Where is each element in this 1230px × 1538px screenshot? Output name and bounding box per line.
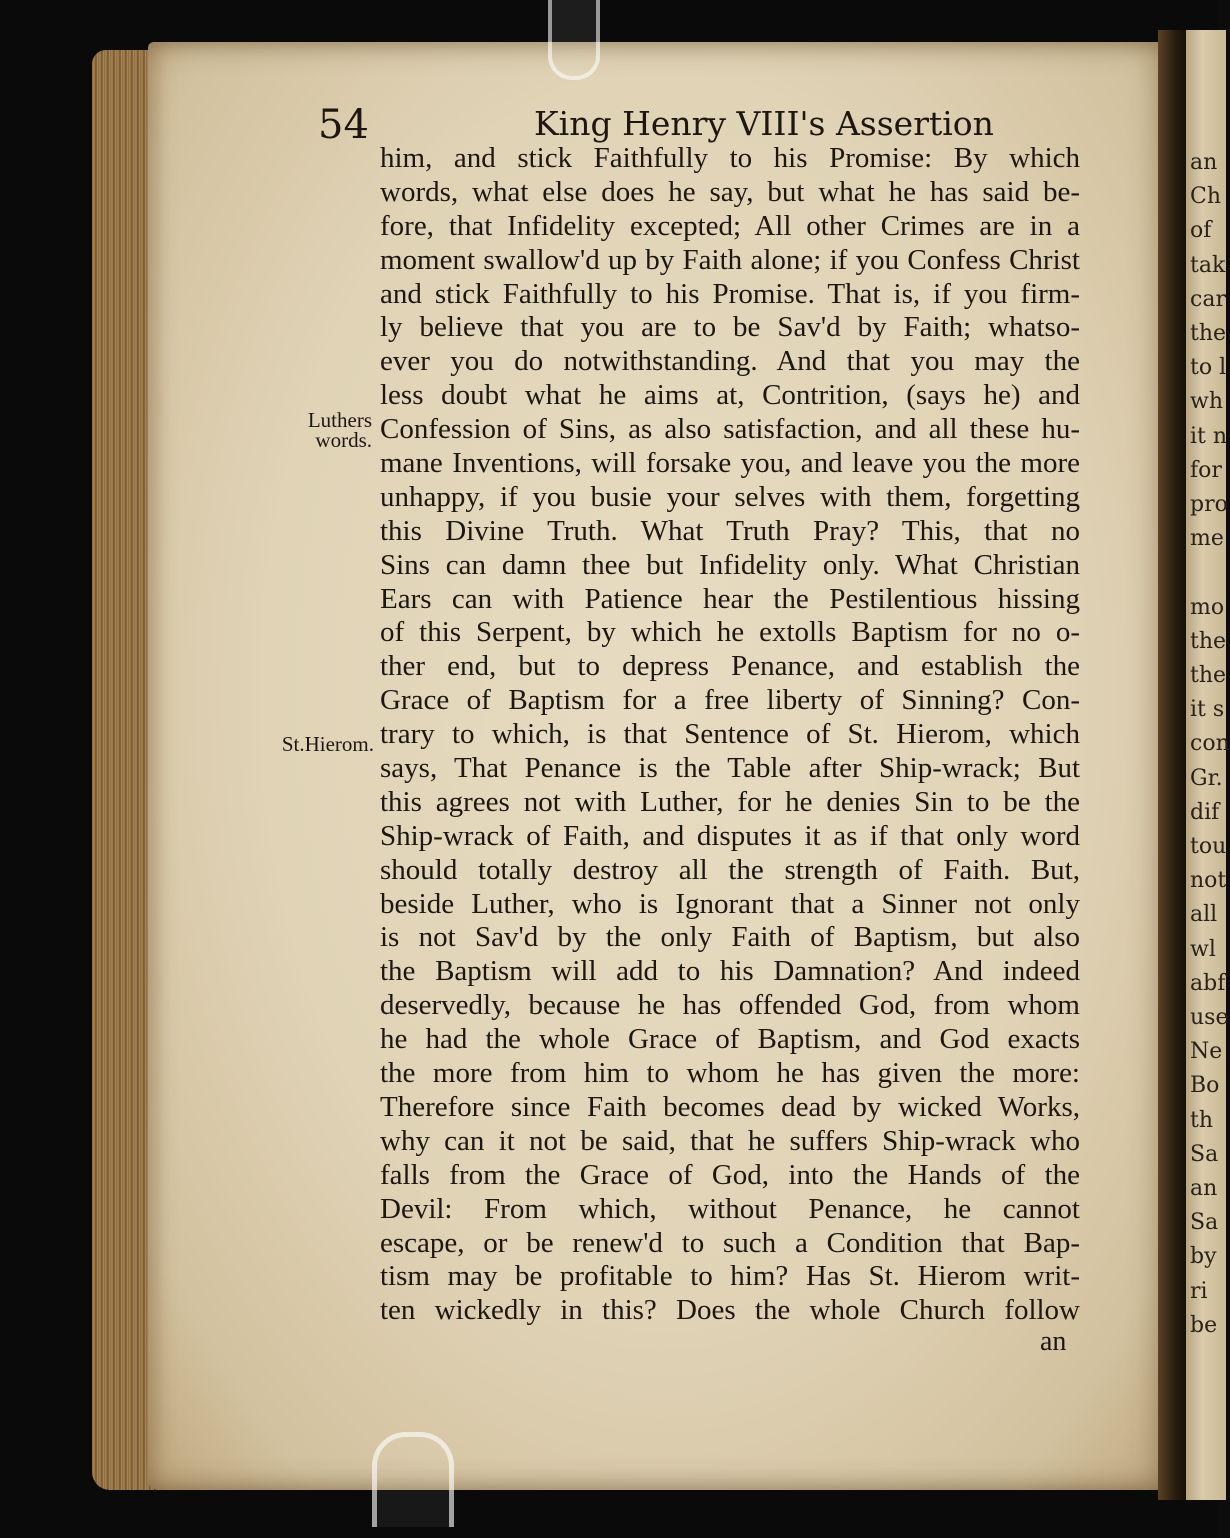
text-line: falls from the Grace of God, into the Hands of the (380, 1158, 1080, 1191)
facing-page-fragment: all (1190, 902, 1218, 928)
facing-page-fragment: wh (1190, 389, 1223, 415)
text-line: beside Luther, who is Ignorant that a Sinner not only (380, 887, 1080, 920)
text-line: escape, or be renew'd to such a Condition that Bap- (380, 1226, 1080, 1259)
facing-page-fragment: Gr. (1190, 765, 1223, 791)
text-line: this agrees not with Luther, for he denies Sin to be the (380, 785, 1080, 818)
facing-page-fragment: an (1190, 150, 1218, 175)
text-line: and stick Faithfully to his Promise. That is, if you firm- (380, 277, 1080, 310)
text-line: unhappy, if you busie your selves with them, forgetting (380, 480, 1080, 513)
text-line: words, what else does he say, but what he has said be- (380, 175, 1080, 208)
text-line: moment swallow'd up by Faith alone; if you Confess Christ (380, 243, 1080, 276)
facing-page-fragment: by (1190, 1244, 1217, 1270)
facing-page-fragment: mo (1190, 594, 1225, 620)
book-fore-edge (92, 50, 154, 1490)
facing-page-fragment: to l (1190, 355, 1227, 381)
text-line: less doubt what he aims at, Contrition, (says he) and (380, 379, 1080, 412)
text-line: the Baptism will add to his Damnation? And indeed (380, 955, 1080, 988)
page-clip-top (548, 0, 600, 80)
page-number: 54 (318, 102, 369, 148)
text-line: mane Inventions, will forsake you, and leave you the more (380, 447, 1080, 480)
facing-page-fragment: dif (1190, 799, 1220, 825)
text-line: fore, that Infidelity excepted; All other Crimes are in a (380, 209, 1080, 242)
facing-page-fragment: ri (1190, 1278, 1208, 1304)
facing-page-fragment: Ch (1190, 184, 1222, 210)
facing-page-fragment: it n (1190, 423, 1228, 449)
text-line: ther end, but to depress Penance, and establish the (380, 650, 1080, 683)
facing-page-fragment: Sa (1190, 1210, 1219, 1236)
text-line: deservedly, because he has offended God, from whom (380, 989, 1080, 1022)
facing-page-fragment: tak (1190, 252, 1226, 278)
facing-page-edge (1186, 30, 1230, 1500)
facing-page-fragment: the (1190, 663, 1227, 688)
text-line: of this Serpent, by which he extolls Baptism for no o- (380, 616, 1080, 649)
text-line: Ears can with Patience hear the Pestilentious hissing (380, 582, 1080, 615)
text-line: Sins can damn thee but Infidelity only. What Christian (380, 548, 1080, 581)
facing-page-fragment: Ne (1190, 1039, 1223, 1065)
text-line: tism may be profitable to him? Has St. Hierom writ- (380, 1260, 1080, 1293)
facing-page-fragment: car (1190, 286, 1226, 312)
margin-note-luthers-words: Luthers words. (307, 408, 372, 452)
facing-page-fragment: an (1190, 1176, 1218, 1201)
facing-page-fragment: wl (1190, 936, 1216, 962)
text-line: him, and stick Faithfully to his Promise: By which (380, 142, 1080, 174)
facing-page-fragment: the (1190, 321, 1227, 346)
text-line: he had the whole Grace of Baptism, and God exacts (380, 1023, 1080, 1056)
text-line: Grace of Baptism for a free liberty of Sinning? Con- (380, 684, 1080, 717)
facing-page-fragment: tou (1190, 834, 1227, 859)
facing-page-fragment: con (1190, 731, 1230, 757)
margin-note-st-hierom: St.Hierom. (281, 732, 374, 756)
facing-page-fragment: pro (1190, 492, 1228, 517)
facing-page-fragment: for (1190, 457, 1222, 483)
facing-page-fragment: th (1190, 1107, 1214, 1133)
text-line: the more from him to whom he has given the more: (380, 1057, 1080, 1090)
facing-page-fragment: of (1190, 218, 1212, 244)
text-line: should totally destroy all the strength of Faith. But, (380, 853, 1080, 886)
facing-page-fragment: me (1190, 526, 1224, 552)
text-line: Devil: From which, without Penance, he cannot (380, 1192, 1080, 1225)
facing-page-fragment: the (1190, 628, 1227, 654)
text-line: is not Sav'd by the only Faith of Baptism, but also (380, 921, 1080, 954)
text-line: Therefore since Faith becomes dead by wicked Works, (380, 1090, 1080, 1123)
text-line: ever you do notwithstanding. And that you may the (380, 345, 1080, 378)
text-line: this Divine Truth. What Truth Pray? This, that no (380, 514, 1080, 547)
body-text (380, 142, 1080, 1328)
facing-page-fragment: it s (1190, 697, 1225, 723)
facing-page-fragment: be (1190, 1312, 1218, 1338)
facing-page-fragment: not (1190, 868, 1227, 894)
catchword: an (1040, 1326, 1067, 1357)
text-line: why can it not be said, that he suffers Ship-wrack who (380, 1124, 1080, 1157)
facing-page-fragment: Bo (1190, 1073, 1220, 1099)
running-head: King Henry VIII's Assertion (534, 104, 994, 143)
page-clip-bottom (372, 1432, 454, 1527)
facing-page-fragment: use (1190, 1005, 1229, 1030)
facing-page-fragment: Sa (1190, 1141, 1219, 1167)
text-line: Ship-wrack of Faith, and disputes it as if that only word (380, 819, 1080, 852)
text-line: says, That Penance is the Table after Ship-wrack; But (380, 752, 1080, 785)
facing-page-fragment: abf (1190, 970, 1226, 996)
text-line: ten wickedly in this? Does the whole Church follow (380, 1294, 1080, 1327)
book-gutter (1158, 30, 1186, 1500)
text-line: Confession of Sins, as also satisfaction, and all these hu- (380, 413, 1080, 446)
text-line: trary to which, is that Sentence of St. Hierom, which (380, 718, 1080, 751)
text-line: ly believe that you are to be Sav'd by Faith; whatso- (380, 311, 1080, 344)
